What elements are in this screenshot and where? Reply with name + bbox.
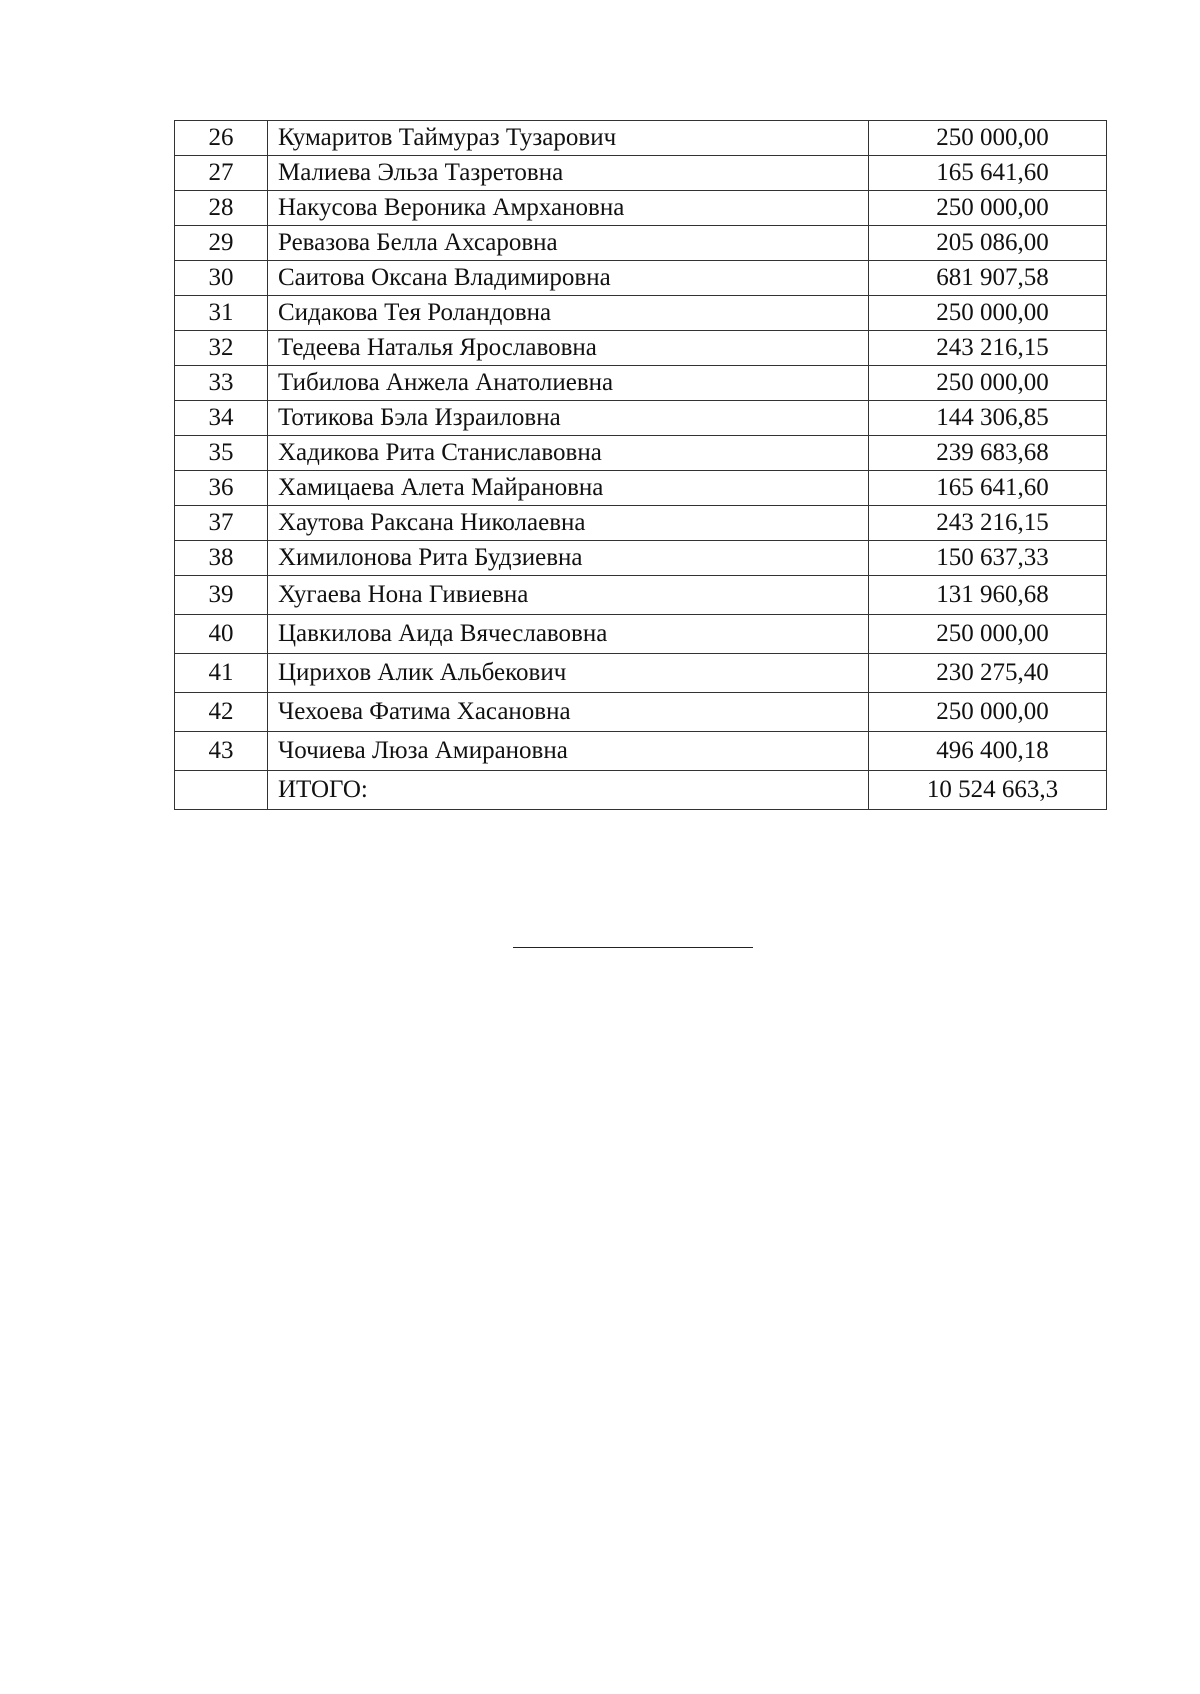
- amount: 250 000,00: [869, 296, 1107, 331]
- person-name: Кумаритов Таймураз Тузарович: [268, 121, 869, 156]
- amount: 243 216,15: [869, 331, 1107, 366]
- total-amount: 10 524 663,3: [869, 771, 1107, 810]
- table-row: [175, 693, 1107, 732]
- person-name: Накусова Вероника Амрхановна: [268, 191, 869, 226]
- person-name: Хамицаева Алета Майрановна: [268, 471, 869, 506]
- table-row: [175, 654, 1107, 693]
- table-row: [175, 506, 1107, 541]
- person-name: Тотикова Бэла Израиловна: [268, 401, 869, 436]
- row-number: 31: [175, 296, 268, 331]
- row-number: 36: [175, 471, 268, 506]
- row-number: 40: [175, 615, 268, 654]
- amount: 250 000,00: [869, 615, 1107, 654]
- amount: 165 641,60: [869, 471, 1107, 506]
- table-row: [175, 615, 1107, 654]
- amount: 250 000,00: [869, 121, 1107, 156]
- table-row: [175, 732, 1107, 771]
- person-name: Ревазова Белла Ахсаровна: [268, 226, 869, 261]
- row-number: 27: [175, 156, 268, 191]
- row-number: 38: [175, 541, 268, 576]
- person-name: Чехоева Фатима Хасановна: [268, 693, 869, 732]
- person-name: Чочиева Люза Амирановна: [268, 732, 869, 771]
- person-name: Тедеева Наталья Ярославовна: [268, 331, 869, 366]
- amount: 205 086,00: [869, 226, 1107, 261]
- payment-table: [174, 120, 1107, 810]
- person-name: Саитова Оксана Владимировна: [268, 261, 869, 296]
- person-name: Малиева Эльза Тазретовна: [268, 156, 869, 191]
- row-number: 32: [175, 331, 268, 366]
- table-row: [175, 156, 1107, 191]
- row-number: 37: [175, 506, 268, 541]
- person-name: Хаутова Раксана Николаевна: [268, 506, 869, 541]
- amount: 250 000,00: [869, 191, 1107, 226]
- table-row: [175, 366, 1107, 401]
- amount: 131 960,68: [869, 576, 1107, 615]
- table-row: [175, 261, 1107, 296]
- row-number: 34: [175, 401, 268, 436]
- total-label: ИТОГО:: [268, 771, 869, 810]
- row-number: 30: [175, 261, 268, 296]
- table-row: [175, 401, 1107, 436]
- table-row: [175, 576, 1107, 615]
- table-row: [175, 191, 1107, 226]
- amount: 243 216,15: [869, 506, 1107, 541]
- person-name: Цавкилова Аида Вячеславовна: [268, 615, 869, 654]
- total-number-cell: [175, 771, 268, 810]
- table-row: [175, 541, 1107, 576]
- row-number: 42: [175, 693, 268, 732]
- amount: 250 000,00: [869, 693, 1107, 732]
- amount: 250 000,00: [869, 366, 1107, 401]
- amount: 165 641,60: [869, 156, 1107, 191]
- table-row: [175, 471, 1107, 506]
- person-name: Сидакова Тея Роландовна: [268, 296, 869, 331]
- table-row: [175, 436, 1107, 471]
- row-number: 29: [175, 226, 268, 261]
- person-name: Цирихов Алик Альбекович: [268, 654, 869, 693]
- table-row: [175, 121, 1107, 156]
- closing-line: [513, 947, 753, 948]
- table-row: [175, 331, 1107, 366]
- row-number: 33: [175, 366, 268, 401]
- amount: 230 275,40: [869, 654, 1107, 693]
- amount: 150 637,33: [869, 541, 1107, 576]
- row-number: 35: [175, 436, 268, 471]
- person-name: Хугаева Нона Гивиевна: [268, 576, 869, 615]
- total-row: [175, 771, 1107, 810]
- person-name: Тибилова Анжела Анатолиевна: [268, 366, 869, 401]
- amount: 496 400,18: [869, 732, 1107, 771]
- row-number: 26: [175, 121, 268, 156]
- row-number: 43: [175, 732, 268, 771]
- row-number: 28: [175, 191, 268, 226]
- row-number: 39: [175, 576, 268, 615]
- row-number: 41: [175, 654, 268, 693]
- person-name: Химилонова Рита Будзиевна: [268, 541, 869, 576]
- amount: 239 683,68: [869, 436, 1107, 471]
- table-row: [175, 226, 1107, 261]
- person-name: Хадикова Рита Станиславовна: [268, 436, 869, 471]
- amount: 681 907,58: [869, 261, 1107, 296]
- amount: 144 306,85: [869, 401, 1107, 436]
- table-row: [175, 296, 1107, 331]
